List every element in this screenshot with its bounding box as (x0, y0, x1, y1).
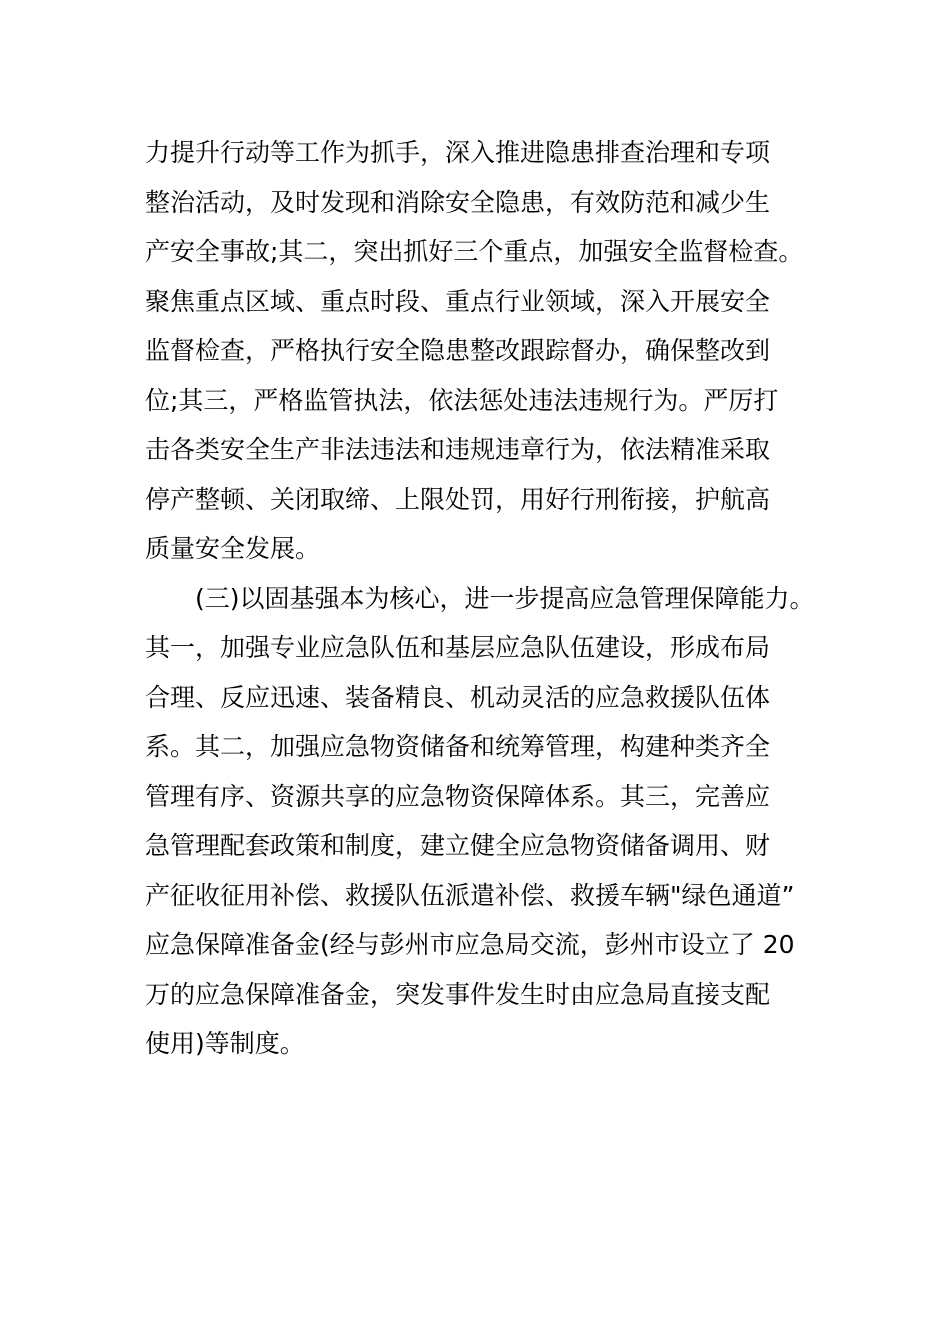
text-line: 合理、反应迅速、装备精良、机动灵活的应急救援队伍体 (145, 682, 771, 712)
text-line: 质量安全发展。 (145, 534, 321, 563)
text-line: 其一，加强专业应急队伍和基层应急队伍建设，形成布局 (145, 633, 771, 662)
text-line: 系。其二，加强应急物资储备和统筹管理，构建种类齐全 (145, 732, 771, 761)
text-line: 聚焦重点区域、重点时段、重点行业领域，深入开展安全 (145, 286, 771, 316)
text-line: 产征收征用补偿、救援队伍派遣补偿、救援车辆"绿色通道” (145, 880, 795, 910)
text-line: 使用)等制度。 (145, 1029, 305, 1058)
text-line: 整治活动，及时发现和消除安全隐患，有效防范和减少生 (145, 187, 771, 217)
text-line: 监督检查，严格执行安全隐患整改跟踪督办，确保整改到 (145, 336, 771, 365)
text-line: 位;其三，严格监管执法，依法惩处违法违规行为。严厉打 (145, 385, 779, 415)
text-line: 产安全事故;其二，突出抓好三个重点，加强安全监督检查。 (145, 237, 804, 266)
text-line: 万的应急保障准备金，突发事件发生时由应急局直接支配 (145, 979, 771, 1009)
text-line: 停产整顿、关闭取缔、上限处罚，用好行刑衔接，护航高 (145, 484, 771, 514)
text-line: 急管理配套政策和制度，建立健全应急物资储备调用、财 (145, 831, 771, 860)
document-body (145, 128, 825, 1069)
section-heading-line: (三)以固基强本为核心，进一步提高应急管理保障能力。 (195, 583, 815, 613)
text-line: 力提升行动等工作为抓手，深入推进隐患排查治理和专项 (145, 138, 771, 167)
text-line: 击各类安全生产非法违法和违规违章行为，依法精准采取 (145, 435, 771, 464)
text-line: 应急保障准备金(经与彭州市应急局交流，彭州市设立了 20 (145, 930, 795, 959)
text-line: 管理有序、资源共享的应急物资保障体系。其三，完善应 (145, 781, 771, 811)
